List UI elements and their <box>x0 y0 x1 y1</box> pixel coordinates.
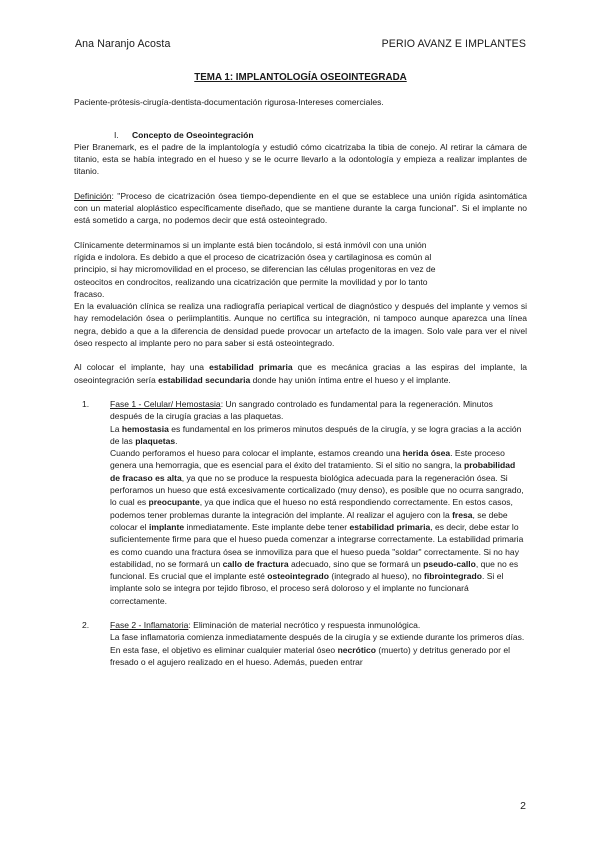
definition-text: : "Proceso de cicatrización ósea tiempo-dependiente en el que se establece una unión rígida asintomática con un material aloplástico específicamente diseñado, que se mantiene durante la carga funcional". Si el implante no está sometido a carga, no podemos decir que está osteointegrado. <box>74 190 527 226</box>
bold-term: estabilidad secundaria <box>158 374 251 385</box>
section-heading <box>74 129 527 141</box>
document-body <box>74 72 527 668</box>
phase-1-number: 1. <box>82 398 90 409</box>
text-run: , ya que no se produce la respuesta biológica adecuada para la regeneración ósea. Si perforamos un hueso que está excesivamente corticalizado (muy denso), es posible que no ocurra sangrado, lo cual es <box>110 472 524 508</box>
phase-1-title: Fase 1 - Celular/ Hemostasia <box>110 398 221 409</box>
bold-term: fresa <box>452 509 473 520</box>
phase-2-title: Fase 2 - Inflamatoria <box>110 619 189 630</box>
intro-line: Paciente-prótesis-cirugía-dentista-documentación rigurosa-Intereses comerciales. <box>74 97 384 108</box>
text-run: que es mecánica gracias a las espiras del implante, la oseointegración sería <box>74 362 527 385</box>
section-title: Concepto de Oseointegración <box>132 129 254 140</box>
phase-1-item <box>82 398 527 607</box>
phase-1-detail <box>110 447 527 607</box>
clinical-line: Clínicamente determinamos si un implante está bien tocándolo, si está inmóvil con una unión <box>74 239 427 250</box>
section-intro-paragraph: Pier Branemark, es el padre de la implantología y estudió cómo cicatrizaba la tibia de conejo. Al retirar la cámara de titanio, esta se había integrado en el hueso y se le ocurre llevarlo a la odontología y empieza a realizar implantes de titanio. <box>74 141 527 177</box>
text-run: Cuando perforamos el hueso para colocar el implante, estamos creando una <box>110 448 403 459</box>
text-run: es fundamental en los primeros minutos después de la cirugía, y se logra gracias a la acción de las <box>110 423 522 446</box>
text-run: La <box>110 423 122 434</box>
text-run: inmediatamente. Este implante debe tener <box>184 521 350 532</box>
phase-1-hemostasis <box>110 423 527 448</box>
bold-term: hemostasia <box>121 423 169 434</box>
bold-term: implante <box>148 521 185 532</box>
bold-term: probabilidad de fracaso es alta <box>110 460 516 483</box>
evaluation-paragraph: En la evaluación clínica se realiza una radiografía periapical vertical de diagnóstico y después del implante y vemos si hay remodelación ósea o periimplantitis. Aunque no certifica su integración, ni tampoco aunque aparezca una línea negra, debido a que a la diferencia de densidad puede provocar un artefacto de la imagen. Solo vale para ver el nivel óseo respecto al implante pero no para saber si está osteointegrado. <box>74 301 527 349</box>
text-run: La fase inflamatoria comienza inmediatamente después de la cirugía y se extiende durante los primeros días. En esta fase, el objetivo es eliminar cualquier material óseo <box>110 632 525 655</box>
text-run: , que no es funcional. Es crucial que el implante esté <box>110 558 519 582</box>
clinical-line: rígida e indolora. Es debido a que el proceso de cicatrización ósea y cartilaginosa es común al <box>74 251 432 262</box>
bold-term: estabilidad primaria <box>349 521 431 532</box>
phase-2-detail <box>110 631 527 668</box>
phase-2-item <box>82 619 527 668</box>
text-run: donde hay unión íntima entre el hueso y el implante. <box>250 374 451 385</box>
section-number: I. <box>114 129 119 140</box>
text-run: adecuado, sino que se formará un <box>288 558 424 569</box>
definition-paragraph <box>74 190 527 227</box>
stability-paragraph <box>74 361 527 386</box>
clinical-line: fracaso. <box>74 288 105 299</box>
clinical-line: osteocitos en condrocitos, realizando una cicatrización que permite la movilidad y por lo tanto <box>74 276 428 287</box>
text-run: : Un sangrado controlado es fundamental para la regeneración. Minutos después de la cirugía gracias a las plaquetas. <box>110 398 493 422</box>
text-run: (integrado al hueso), no <box>329 571 425 582</box>
phase-2-summary <box>110 619 527 631</box>
bold-term: fibrointegrado <box>424 571 482 582</box>
bold-term: preocupante <box>148 497 200 508</box>
bold-term: osteointegrado <box>267 571 329 582</box>
bold-term: estabilidad primaria <box>209 362 293 373</box>
header-subject: PERIO AVANZ E IMPLANTES <box>381 38 526 50</box>
phase-2-number: 2. <box>82 619 90 630</box>
definition-label: Definición <box>74 190 112 201</box>
header-author: Ana Naranjo Acosta <box>75 38 171 50</box>
clinical-line: principio, si hay micromovilidad en el proceso, se diferencian las células progenitoras en vez de <box>74 264 436 275</box>
bold-term: plaquetas <box>135 435 176 446</box>
phase-1-summary <box>110 398 527 423</box>
text-run: , es decir, debe estar lo suficientemente firme para que el hueso pueda comenzar a integrarse correctamente. La estabilidad primaria es como cuando una fractura ósea se inmoviliza para que el hueso pueda "soldar" correctamente. Si no hay estabilidad, no se formará un <box>110 521 524 569</box>
bold-term: herida ósea <box>402 448 451 459</box>
page-number: 2 <box>520 800 526 812</box>
document-title: TEMA 1: IMPLANTOLOGÍA OSEOINTEGRADA <box>194 72 407 83</box>
text-run: . Este proceso genera una hemorragia, que es esencial para el éxito del tratamiento. Si el sitio no sangra, la <box>110 448 505 471</box>
text-run: : Eliminación de material necrótico y respuesta inmunológica. <box>188 619 421 630</box>
bold-term: callo de fractura <box>222 558 289 569</box>
text-run: , se debe colocar el <box>110 509 508 532</box>
bold-term: pseudo-callo <box>423 558 476 569</box>
bold-term: necrótico <box>337 644 377 655</box>
text-run: . Si el implante solo se integra por tejido fibroso, el proceso será doloroso y el implante no funcionará correctamente. <box>110 571 504 606</box>
text-run: . <box>175 435 178 446</box>
text-run: , ya que indica que el hueso no está respondiendo correctamente. En estos casos, podemos tener problemas durante la integración del implante. Al realizar el agujero con la <box>110 497 513 520</box>
text-run: (muerto) y detritus generado por el fresado o el agujero realizado en el hueso. Además, pueden entrar <box>110 644 511 667</box>
text-run: Al colocar el implante, hay una <box>74 362 210 373</box>
